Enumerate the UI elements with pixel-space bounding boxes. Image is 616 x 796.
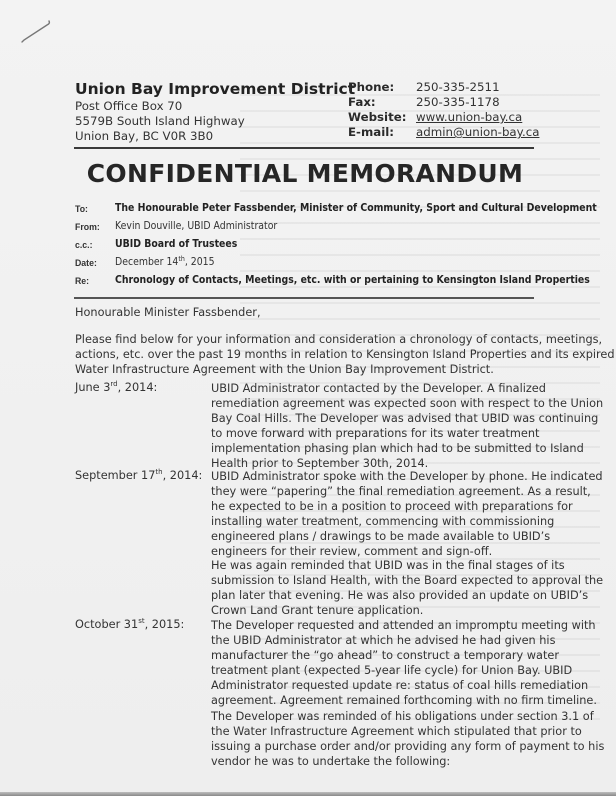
entry-date-main: June 3 [75, 381, 111, 394]
re-value: Chronology of Contacts, Meetings, etc. with or pertaining to Kensington Island Properties [115, 274, 590, 286]
entry-date [75, 381, 157, 394]
entry-line: issuing a purchase order and/or providing any form of payment to his [211, 740, 605, 753]
entry-line: Health prior to September 30th, 2014. [211, 457, 429, 470]
cc-value: UBID Board of Trustees [115, 238, 238, 250]
entry-date [75, 469, 202, 482]
entry-line: The Developer requested and attended an impromptu meeting with [211, 619, 596, 632]
phone-value: 250-335-2511 [416, 80, 500, 94]
memo-to-row [75, 202, 597, 220]
cc-label: c.c.: [75, 240, 93, 251]
intro-line: Water Infrastructure Agreement with the Union Bay Improvement District. [75, 363, 494, 376]
entry-date [75, 618, 184, 631]
website-label: Website: [348, 110, 407, 124]
intro-line: actions, etc. over the past 19 months in relation to Kensington Island Properties and its expired [75, 348, 615, 361]
entry-line: installing water treatment, commencing with commissioning [211, 515, 555, 528]
entry-date-ordinal: th [155, 468, 163, 476]
date-main: December 14 [115, 256, 179, 268]
entry-paragraph [211, 709, 605, 769]
memo-from-row [75, 220, 545, 238]
entry-line: engineers for their review, comment and sign-off. [211, 545, 493, 558]
entry-line: The Developer was reminded of his obligations under section 3.1 of [211, 710, 594, 723]
letterhead [75, 80, 540, 150]
website-link[interactable]: www.union-bay.ca [416, 110, 523, 124]
entry-line: treatment plant (expected 5-year life cycle) for Union Bay. UBID [211, 664, 573, 677]
entry-line: Bay Coal Hills. The Developer was advised that UBID was continuing [211, 412, 599, 425]
entry-paragraph [211, 558, 604, 618]
from-value: Kevin Douville, UBID Administrator [115, 220, 278, 232]
memo-date-row [75, 256, 545, 274]
intro-line: Please find below for your information and consideration a chronology of contacts, meetings, [75, 333, 603, 346]
header-divider [74, 147, 534, 149]
document-title: CONFIDENTIAL MEMORANDUM [86, 159, 524, 188]
entry-line: agreement. Agreement remained forthcoming with no firm timeline. [211, 694, 597, 707]
entry-line: remediation agreement was expected soon with respect to the Union [211, 397, 604, 410]
memo-cc-row [75, 238, 545, 256]
address-line-city: Union Bay, BC V0R 3B0 [75, 129, 214, 143]
entry-line: he expected to be in a position to proceed with preparations for [211, 500, 573, 513]
memo-metadata [75, 202, 597, 292]
entry-line: He was again reminded that UBID was in the final stages of its [211, 559, 565, 572]
organization-name: Union Bay Improvement District [75, 80, 356, 98]
entry-line: Administrator requested update re: status of coal hills remediation [211, 679, 589, 692]
entry-line: implementation phasing plan which had to be submitted to Island [211, 442, 584, 455]
entry-line: the UBID Administrator at which he advised he had given his [211, 634, 556, 647]
to-value: The Honourable Peter Fassbender, Minister of Community, Sport and Cultural Development [115, 202, 597, 214]
entry-line: engineered plans / drawings to be made available to UBID’s [211, 530, 551, 543]
fax-label: Fax: [348, 95, 376, 109]
entry-date-main: September 17 [75, 469, 156, 482]
entry-paragraph [211, 469, 603, 559]
address-line-po-box: Post Office Box 70 [75, 99, 183, 113]
address-line-street: 5579B South Island Highway [75, 114, 245, 128]
pen-check-mark-icon [18, 18, 52, 44]
entry-date-ordinal: st [138, 617, 145, 625]
salutation: Honourable Minister Fassbender, [75, 306, 261, 319]
intro-paragraph [75, 332, 615, 377]
entry-line: vendor he was to undertake the following: [211, 755, 451, 768]
date-label: Date: [75, 258, 97, 269]
entry-paragraph [211, 618, 597, 708]
email-link[interactable]: admin@union-bay.ca [416, 125, 540, 139]
entry-line: the Water Infrastructure Agreement which stipulated that prior to [211, 725, 582, 738]
date-year: , 2015 [184, 256, 215, 268]
entry-line: plan later that evening. He was also provided an update on UBID’s [211, 589, 589, 602]
entry-line: Crown Land Grant tenure application. [211, 604, 424, 617]
email-label: E-mail: [348, 125, 395, 139]
entry-line: they were “papering” the final remediation agreement. As a result, [211, 485, 591, 498]
metadata-divider [74, 297, 534, 299]
entry-date-year: , 2014: [117, 381, 158, 394]
date-value [115, 256, 215, 268]
fax-value: 250-335-1178 [416, 95, 500, 109]
entry-line: to move forward with preparations for its water treatment [211, 427, 540, 440]
entry-line: UBID Administrator contacted by the Developer. A finalized [211, 382, 546, 395]
to-label: To: [75, 204, 88, 215]
entry-line: submission to Island Health, with the Board expected to approval the [211, 574, 604, 587]
entry-date-year: , 2015: [144, 618, 185, 631]
entry-line: manufacturer the “go ahead” to construct a temporary water [211, 649, 559, 662]
scan-bottom-edge [0, 792, 616, 796]
from-label: From: [75, 222, 100, 233]
entry-date-ordinal: rd [110, 380, 118, 388]
phone-label: Phone: [348, 80, 395, 94]
entry-line: UBID Administrator spoke with the Developer by phone. He indicated [211, 470, 603, 483]
date-ordinal: th [178, 255, 185, 263]
entry-date-year: , 2014: [162, 469, 203, 482]
entry-paragraph [211, 381, 604, 471]
re-label: Re: [75, 276, 90, 287]
entry-date-main: October 31 [75, 618, 139, 631]
memo-re-row [75, 274, 590, 292]
